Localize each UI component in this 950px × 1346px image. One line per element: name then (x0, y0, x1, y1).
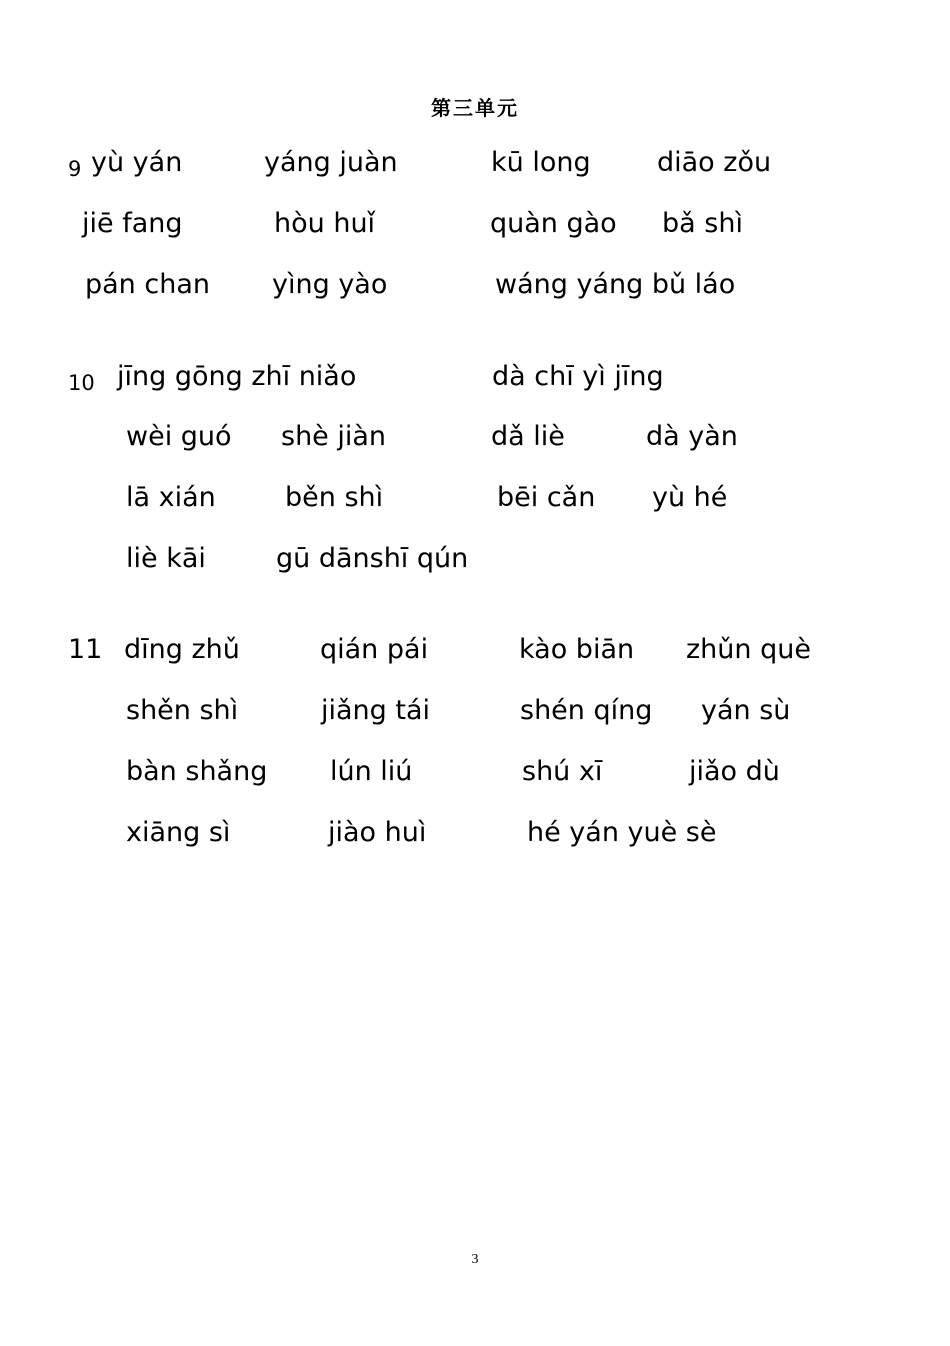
pinyin-word: kū long (491, 147, 591, 178)
pinyin-word: lā xián (126, 482, 216, 513)
pinyin-word: jiē fang (82, 208, 183, 239)
pinyin-word: xiāng sì (126, 817, 231, 848)
pinyin-word: kào biān (519, 634, 635, 665)
pinyin-word: jiǎo dù (689, 756, 780, 787)
pinyin-word: quàn gào (490, 208, 617, 239)
pinyin-word: jīng gōng zhī niǎo (117, 361, 357, 392)
pinyin-word: hòu huǐ (274, 208, 376, 239)
pinyin-word: gū dānshī qún (276, 543, 469, 574)
pinyin-word: liè kāi (126, 543, 206, 574)
pinyin-word: dīng zhǔ (124, 634, 240, 665)
pinyin-word: dà yàn (646, 421, 738, 452)
pinyin-word: zhǔn què (686, 634, 811, 665)
pinyin-word: shú xī (522, 756, 603, 787)
section-number: 11 (68, 634, 103, 665)
pinyin-word: bēi cǎn (497, 482, 596, 513)
section-number: 10 (68, 371, 95, 395)
pinyin-word: dǎ liè (491, 421, 565, 452)
pinyin-word: jiào huì (328, 817, 427, 848)
pinyin-word: hé yán yuè sè (527, 817, 717, 848)
pinyin-word: yáng juàn (264, 147, 398, 178)
pinyin-word: shěn shì (126, 695, 239, 726)
pinyin-word: shén qíng (520, 695, 653, 726)
pinyin-word: bàn shǎng (126, 756, 268, 787)
pinyin-word: wèi guó (126, 421, 232, 452)
pinyin-word: dà chī yì jīng (492, 361, 664, 392)
pinyin-word: shè jiàn (281, 421, 387, 452)
pinyin-word: yù yán (91, 147, 183, 178)
pinyin-word: wáng yáng bǔ láo (495, 269, 736, 300)
pinyin-word: yán sù (701, 695, 791, 726)
section-number: 9 (68, 157, 82, 181)
unit-title: 第三单元 (431, 96, 519, 120)
pinyin-word: bǎ shì (662, 208, 743, 239)
pinyin-word: qián pái (320, 634, 429, 665)
pinyin-word: jiǎng tái (321, 695, 431, 726)
pinyin-word: běn shì (285, 482, 384, 513)
page-number: 3 (471, 1252, 479, 1267)
pinyin-word: lún liú (330, 756, 413, 787)
pinyin-word: yù hé (652, 482, 728, 513)
pinyin-word: pán chan (85, 269, 210, 300)
pinyin-word: yìng yào (272, 269, 388, 300)
pinyin-word: diāo zǒu (657, 147, 772, 178)
